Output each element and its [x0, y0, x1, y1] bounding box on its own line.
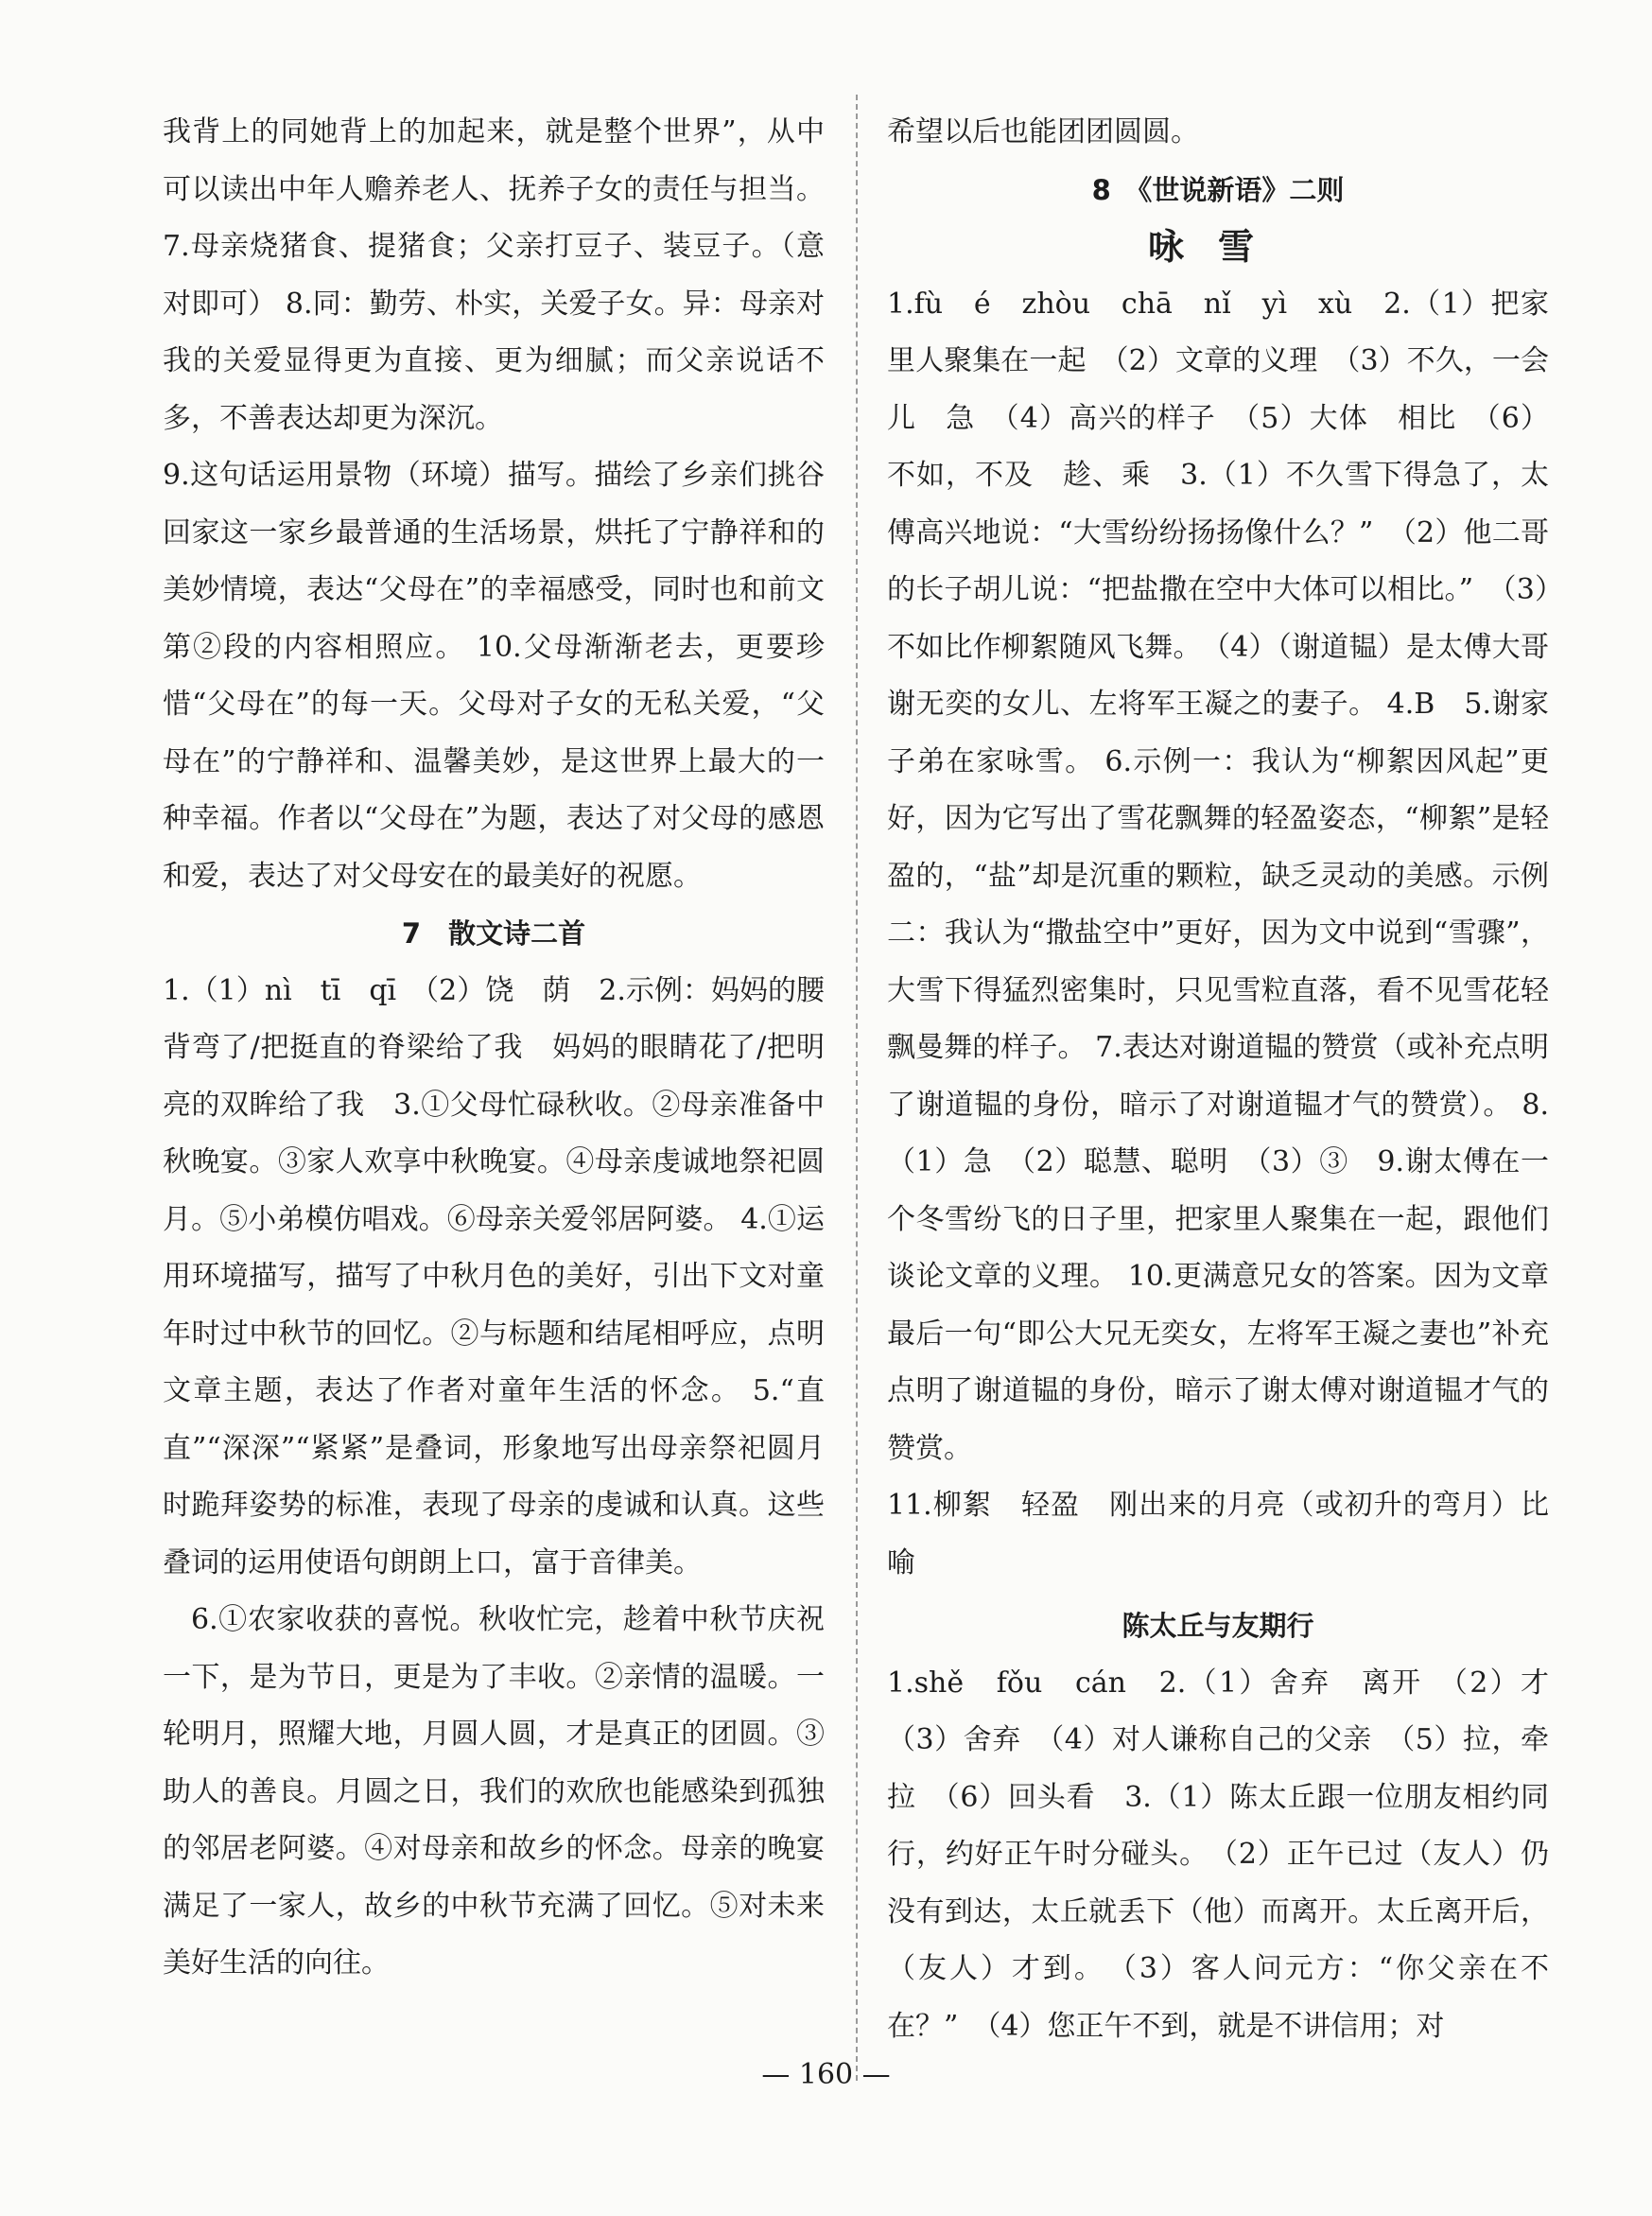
answer-paragraph: 6.①农家收获的喜悦。秋收忙完，趁着中秋节庆祝一下，是为节日，更是为了丰收。②亲情的温暖。一轮明月，照耀大地，月圆人圆，才是真正的团圆。③助人的善良。月圆之日，我们的欢欣也能感染到孤独的邻居老阿婆。④对母亲和故乡的怀念。母亲的晚宴满足了一家人，故乡的中秋节充满了回忆。⑤对未来美好生活的向往。 — [163, 1603, 825, 1980]
answer-paragraph: 希望以后也能团团圆圆。 — [887, 115, 1199, 148]
answer-paragraph: 我背上的同她背上的加起来，就是整个世界”，从中可以读出中年人赡养老人、抚养子女的责任与担当。 7.母亲烧猪食、提猪食；父亲打豆子、装豆子。（意对即可） 8.同：勤劳、朴实，关爱子女。异：母亲对我的关爱显得更为直接、更为细腻；而父亲说话不多，不善表达却更为深沉。 — [163, 115, 825, 435]
subsection-title-yongxue: 咏雪 — [1147, 226, 1288, 268]
right-column — [887, 104, 1577, 2055]
section-title-8: 8 《世说新语》二则 — [1091, 173, 1345, 206]
answer-paragraph: 11.柳絮 轻盈 刚出来的月亮（或初升的弯月）比喻 — [887, 1489, 1549, 1579]
left-column — [163, 104, 825, 1993]
subsection-title-chentaiqiu: 陈太丘与友期行 — [1122, 1610, 1314, 1642]
section-title-7: 7 散文诗二首 — [401, 917, 586, 950]
answer-paragraph: 1.shě fǒu cán 2.（1）舍弃 离开 （2）才 （3）舍弃 （4）对人谦称自己的父亲 （5）拉，牵拉 （6）回头看 3.（1）陈太丘跟一位朋友相约同行，约好正午时分碰头。 （2）正午已过（友人）仍没有到达，太丘就丢下（他）而离开。太丘离开后，（友人）才到。 （3）客人问元方：“你父亲在不在？” （4）您正午不到，就是不讲信用；对 — [887, 1666, 1577, 2043]
answer-paragraph: 1.（1）nì tī qī （2）饶 荫 2.示例：妈妈的腰背弯了/把挺直的脊梁给了我 妈妈的眼睛花了/把明亮的双眸给了我 3.①父母忙碌秋收。②母亲准备中秋晚宴。③家人欢享中秋晚宴。④母亲虔诚地祭祀圆月。⑤小弟模仿唱戏。⑥母亲关爱邻居阿婆。 4.①运用环境描写，描写了中秋月色的美好，引出下文对童年时过中秋节的回忆。②与标题和结尾相呼应，点明文章主题，表达了作者对童年生活的怀念。 5.“直直”“深深”“紧紧”是叠词，形象地写出母亲祭祀圆月时跪拜姿势的标准，表现了母亲的虔诚和认真。这些叠词的运用使语句朗朗上口，富于音律美。 — [163, 973, 825, 1579]
answer-paragraph: 1.fù é zhòu chā nǐ yì xù 2.（1）把家里人聚集在一起 （2）文章的义理 （3）不久，一会儿 急 （4）高兴的样子 （5）大体 相比 （6）不如，不及 趁、乘 3.（1）不久雪下得急了，太傅高兴地说：“大雪纷纷扬扬像什么？” （2）他二哥的长子胡儿说：“把盐撒在空中大体可以相比。” （3）不如比作柳絮随风飞舞。 （4）（谢道韫）是太傅大哥谢无奕的女儿、左将军王凝之的妻子。 4.B 5.谢家子弟在家咏雪。 6.示例一：我认为“柳絮因风起”更好，因为它写出了雪花飘舞的轻盈姿态，“柳絮”是轻盈的，“盐”却是沉重的颗粒，缺乏灵动的美感。示例二：我认为“撒盐空中”更好，因为文中说到“雪骤”，大雪下得猛烈密集时，只见雪粒直落，看不见雪花轻飘曼舞的样子。 7.表达对谢道韫的赞赏（或补充点明了谢道韫的身份，暗示了对谢道韫才气的赞赏）。 8.（1）急 （2）聪慧、聪明 （3）③ 9.谢太傅在一个冬雪纷飞的日子里，把家里人聚集在一起，跟他们谈论文章的义理。 10.更满意兄女的答案。因为文章最后一句“即公大兄无奕女，左将军王凝之妻也”补充点明了谢道韫的身份，暗示了谢太傅对谢道韫才气的赞赏。 — [887, 287, 1549, 1465]
page-number: — 160 — — [761, 2058, 891, 2091]
column-divider — [856, 95, 858, 2081]
answer-paragraph: 9.这句话运用景物（环境）描写。描绘了乡亲们挑谷回家这一家乡最普通的生活场景，烘托了宁静祥和的美妙情境，表达“父母在”的幸福感受，同时也和前文第②段的内容相照应。 10.父母渐渐老去，更要珍惜“父母在”的每一天。父母对子女的无私关爱，“父母在”的宁静祥和、温馨美妙，是这世界上最大的一种幸福。作者以“父母在”为题，表达了对父母的感恩和爱，表达了对父母安在的最美好的祝愿。 — [163, 459, 825, 893]
